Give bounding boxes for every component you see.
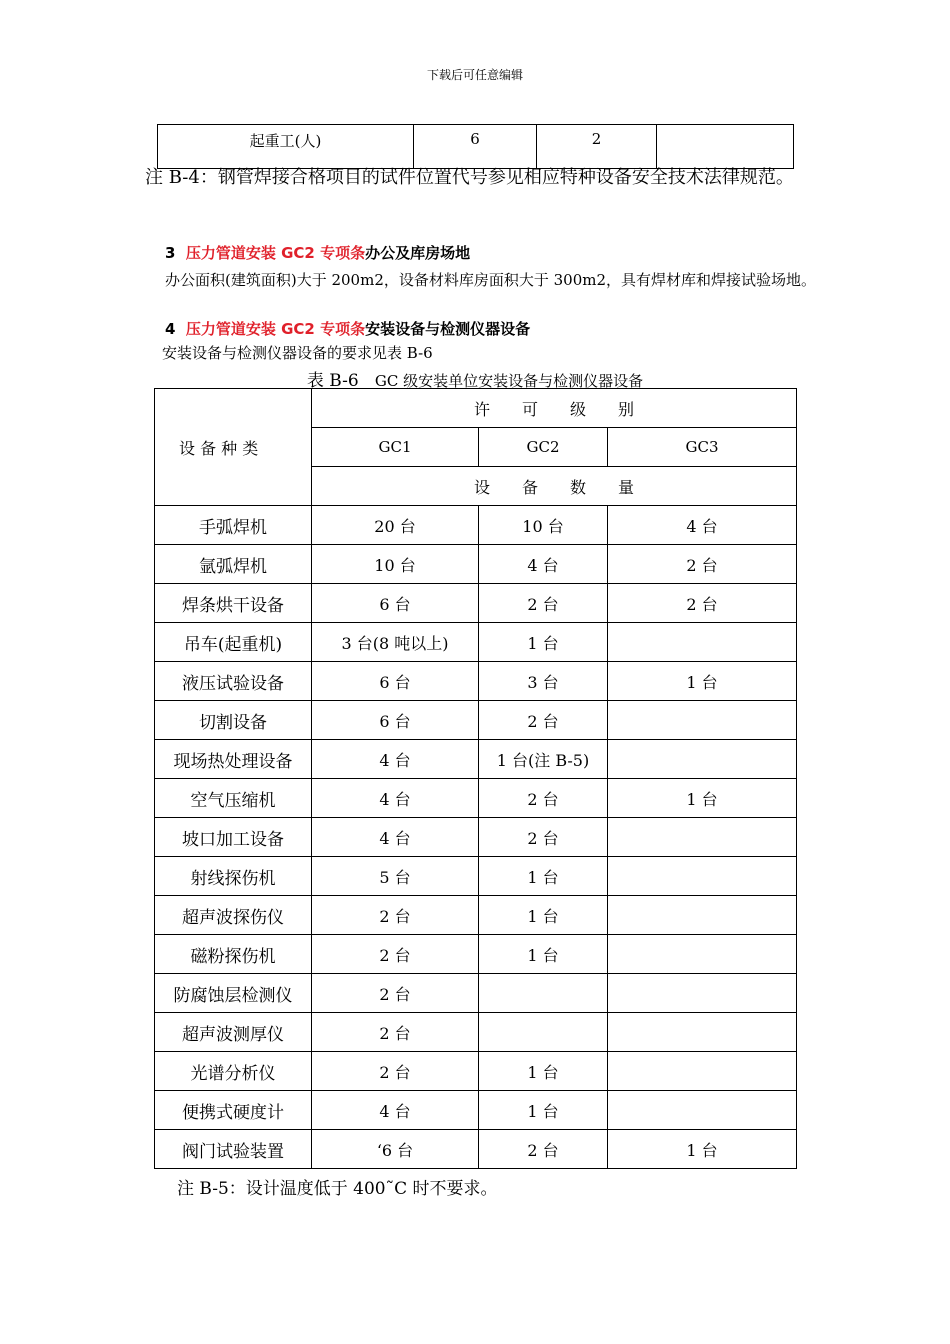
quantity-cell: 5 台	[312, 857, 479, 896]
table-row	[155, 584, 797, 623]
section-3-heading	[165, 242, 470, 263]
quantity-cell: 4 台	[479, 545, 608, 584]
table-cell	[657, 125, 794, 169]
quantity-cell: 1 台	[608, 1130, 797, 1169]
quantity-cell: 10 台	[312, 545, 479, 584]
quantity-cell: 2 台	[312, 1013, 479, 1052]
table-cell: 6	[414, 125, 537, 169]
table-row	[155, 740, 797, 779]
section-highlight: 压力管道安装 GC2 专项条	[185, 244, 366, 262]
quantity-cell: 1 台(注 B-5)	[479, 740, 608, 779]
table-row	[155, 896, 797, 935]
quantity-cell: 1 台	[479, 623, 608, 662]
table-row	[155, 974, 797, 1013]
license-level-header: 许 可 级 别	[312, 389, 797, 428]
quantity-cell: ‘6 台	[312, 1130, 479, 1169]
equipment-name-cell: 防腐蚀层检测仪	[155, 974, 312, 1013]
quantity-cell	[608, 974, 797, 1013]
quantity-cell: 4 台	[312, 818, 479, 857]
section-4-body: 安装设备与检测仪器设备的要求见表 B-6	[162, 344, 433, 362]
note-b4: 注 B-4：钢管焊接合格项目的试件位置代号参见相应特种设备安全技术法律规范。	[145, 167, 794, 188]
equipment-name-cell: 超声波探伤仪	[155, 896, 312, 935]
equipment-qty-header: 设 备 数 量	[312, 467, 797, 506]
section-4-heading	[165, 318, 530, 339]
quantity-cell: 4 台	[608, 506, 797, 545]
equipment-name-cell: 吊车(起重机)	[155, 623, 312, 662]
quantity-cell: 1 台	[479, 1091, 608, 1130]
quantity-cell: 2 台	[312, 974, 479, 1013]
level-gc2-header: GC2	[479, 428, 608, 467]
page-header: 下载后可任意编辑	[426, 68, 523, 82]
quantity-cell	[608, 701, 797, 740]
equipment-name-cell: 超声波测厚仪	[155, 1013, 312, 1052]
section-number: 4	[165, 320, 176, 338]
quantity-cell: 3 台	[479, 662, 608, 701]
level-gc3-header: GC3	[608, 428, 797, 467]
quantity-cell: 2 台	[312, 896, 479, 935]
table-row	[155, 1013, 797, 1052]
table-row	[155, 935, 797, 974]
equipment-name-cell: 切割设备	[155, 701, 312, 740]
quantity-cell: 2 台	[479, 1130, 608, 1169]
quantity-cell	[479, 974, 608, 1013]
quantity-cell: 2 台	[479, 701, 608, 740]
quantity-cell: 1 台	[479, 935, 608, 974]
quantity-cell: 20 台	[312, 506, 479, 545]
table-row	[155, 662, 797, 701]
level-gc1-header: GC1	[312, 428, 479, 467]
equipment-name-cell: 坡口加工设备	[155, 818, 312, 857]
equipment-name-cell: 液压试验设备	[155, 662, 312, 701]
equipment-name-cell: 空气压缩机	[155, 779, 312, 818]
quantity-cell: 4 台	[312, 779, 479, 818]
equipment-name-cell: 阀门试验装置	[155, 1130, 312, 1169]
quantity-cell: 1 台	[479, 896, 608, 935]
quantity-cell: 2 台	[479, 584, 608, 623]
table-row	[155, 623, 797, 662]
section-title: 办公及库房场地	[365, 244, 471, 262]
section-highlight: 压力管道安装 GC2 专项条	[185, 320, 366, 338]
quantity-cell: 2 台	[312, 1052, 479, 1091]
quantity-cell	[608, 623, 797, 662]
equipment-name-cell: 焊条烘干设备	[155, 584, 312, 623]
quantity-cell: 1 台	[479, 857, 608, 896]
section-3-body: 办公面积(建筑面积)大于 200m2，设备材料库房面积大于 300m2，具有焊材库和焊接试验场地。	[165, 271, 817, 289]
table-row	[155, 1130, 797, 1169]
table-row	[155, 1052, 797, 1091]
quantity-cell: 2 台	[312, 935, 479, 974]
caption-prefix: 表 B-6	[306, 371, 359, 391]
quantity-cell: 4 台	[312, 1091, 479, 1130]
section-title: 安装设备与检测仪器设备	[365, 320, 531, 338]
quantity-cell	[608, 1052, 797, 1091]
quantity-cell: 3 台(8 吨以上)	[312, 623, 479, 662]
quantity-cell	[479, 1013, 608, 1052]
table-cell: 2	[537, 125, 657, 169]
quantity-cell	[608, 935, 797, 974]
quantity-cell: 2 台	[479, 818, 608, 857]
section-number: 3	[165, 244, 176, 262]
quantity-cell: 2 台	[479, 779, 608, 818]
top-table	[157, 124, 794, 169]
equipment-name-cell: 手弧焊机	[155, 506, 312, 545]
equipment-table	[154, 388, 797, 1169]
table-row	[155, 545, 797, 584]
table-row	[155, 701, 797, 740]
table-row	[155, 857, 797, 896]
equipment-type-header: 设 备 种 类	[155, 389, 312, 506]
table-row	[155, 506, 797, 545]
table-row	[158, 125, 794, 169]
quantity-cell: 6 台	[312, 584, 479, 623]
quantity-cell: 1 台	[608, 779, 797, 818]
quantity-cell: 4 台	[312, 740, 479, 779]
equipment-name-cell: 现场热处理设备	[155, 740, 312, 779]
equipment-name-cell: 便携式硬度计	[155, 1091, 312, 1130]
equipment-name-cell: 射线探伤机	[155, 857, 312, 896]
quantity-cell: 6 台	[312, 662, 479, 701]
table-header-row	[155, 389, 797, 428]
quantity-cell	[608, 818, 797, 857]
caption-title: GC 级安装单位安装设备与检测仪器设备	[374, 372, 644, 390]
table-cell: 起重工(人)	[158, 125, 414, 169]
quantity-cell: 1 台	[608, 662, 797, 701]
table-row	[155, 779, 797, 818]
quantity-cell	[608, 896, 797, 935]
quantity-cell	[608, 857, 797, 896]
quantity-cell	[608, 1013, 797, 1052]
quantity-cell: 6 台	[312, 701, 479, 740]
quantity-cell: 2 台	[608, 584, 797, 623]
quantity-cell	[608, 1091, 797, 1130]
quantity-cell: 2 台	[608, 545, 797, 584]
equipment-name-cell: 氩弧焊机	[155, 545, 312, 584]
quantity-cell: 10 台	[479, 506, 608, 545]
equipment-name-cell: 磁粉探伤机	[155, 935, 312, 974]
quantity-cell: 1 台	[479, 1052, 608, 1091]
table-row	[155, 1091, 797, 1130]
table-row	[155, 818, 797, 857]
quantity-cell	[608, 740, 797, 779]
equipment-name-cell: 光谱分析仪	[155, 1052, 312, 1091]
note-b5: 注 B-5：设计温度低于 400˜C 时不要求。	[177, 1179, 498, 1199]
